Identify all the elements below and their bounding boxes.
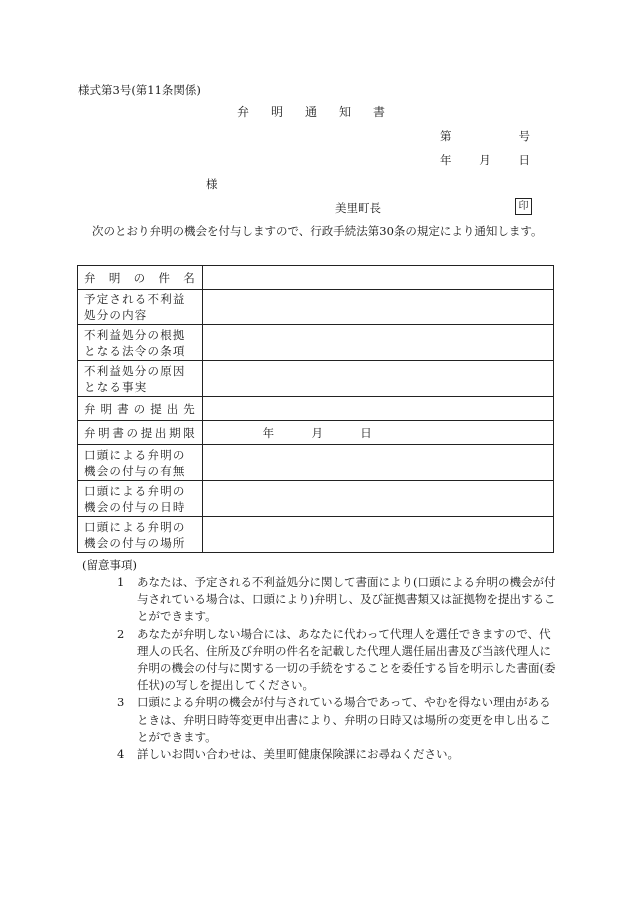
row-label: 弁明書の提出先 (78, 397, 203, 421)
row-value (203, 481, 554, 517)
note-text: あなたは、予定される不利益処分に関して書面により(口頭による弁明の機会が付与されている場合は、口頭により)弁明し、及び証拠書類又は証拠物を提出することができます。 (137, 575, 556, 624)
row-label: 口頭による弁明の機会の付与の日時 (78, 481, 203, 517)
row-value (203, 445, 554, 481)
deadline-value (203, 421, 554, 445)
number-prefix: 第 (440, 129, 452, 143)
issuer: 美里町長 (335, 201, 381, 215)
note-number: 1 (117, 575, 125, 589)
list-item (117, 694, 557, 746)
row-label: 弁明の件名 (78, 266, 203, 290)
row-label: 口頭による弁明の機会の付与の場所 (78, 517, 203, 553)
form-number: 様式第3号(第11条関係) (78, 83, 201, 97)
row-value (203, 517, 554, 553)
table-row (78, 325, 554, 361)
row-label: 口頭による弁明の機会の付与の有無 (78, 445, 203, 481)
notice-table (77, 265, 554, 553)
table-row (78, 421, 554, 445)
seal-mark: 印 (515, 198, 532, 215)
table-row (78, 361, 554, 397)
note-text: 詳しいお問い合わせは、美里町健康保険課にお尋ねください。 (137, 747, 459, 762)
date-day: 日 (518, 153, 530, 167)
table-row (78, 290, 554, 325)
deadline-day: 日 (360, 425, 372, 440)
date-year: 年 (440, 153, 452, 167)
notes-heading: (留意事項) (82, 558, 137, 572)
document-title: 弁明通知書 (237, 105, 408, 119)
table-row (78, 397, 554, 421)
row-value (203, 361, 554, 397)
row-label: 弁明書の提出期限 (78, 421, 203, 445)
date-month: 月 (479, 153, 491, 167)
row-value (203, 397, 554, 421)
intro-text: 次のとおり弁明の機会を付与しますので、行政手続法第30条の規定により通知します。 (92, 224, 543, 238)
row-value (203, 325, 554, 361)
row-value (203, 266, 554, 290)
list-item (117, 746, 557, 763)
note-number: 4 (117, 747, 125, 762)
table-row (78, 266, 554, 290)
addressee: 様 (206, 177, 218, 191)
list-item (117, 574, 557, 626)
table-row (78, 481, 554, 517)
deadline-month: 月 (311, 425, 323, 440)
row-label: 不利益処分の原因となる事実 (78, 361, 203, 397)
number-suffix: 号 (518, 129, 530, 143)
note-text: 口頭による弁明の機会が付与されている場合であって、やむを得ない理由があるときは、弁明日時等変更申出書により、弁明の日時又は場所の変更を申し出ることができます。 (137, 695, 551, 744)
note-text: あなたが弁明しない場合には、あなたに代わって代理人を選任できますので、代理人の氏名、住所及び弁明の件名を記載した代理人選任届出書及び当該代理人に弁明の機会の付与に関する一切の手続をすることを委任する旨を明示した書面(委任状)の写しを提出してください。 (137, 626, 556, 693)
note-number: 2 (117, 626, 125, 641)
list-item (117, 626, 557, 695)
document-number (440, 128, 530, 144)
row-label: 予定される不利益処分の内容 (78, 290, 203, 325)
note-number: 3 (117, 695, 125, 710)
deadline-year: 年 (262, 425, 275, 440)
notes-list (117, 574, 557, 763)
document-date (440, 152, 530, 168)
row-value (203, 290, 554, 325)
row-label: 不利益処分の根拠となる法令の条項 (78, 325, 203, 361)
table-row (78, 517, 554, 553)
table-row (78, 445, 554, 481)
